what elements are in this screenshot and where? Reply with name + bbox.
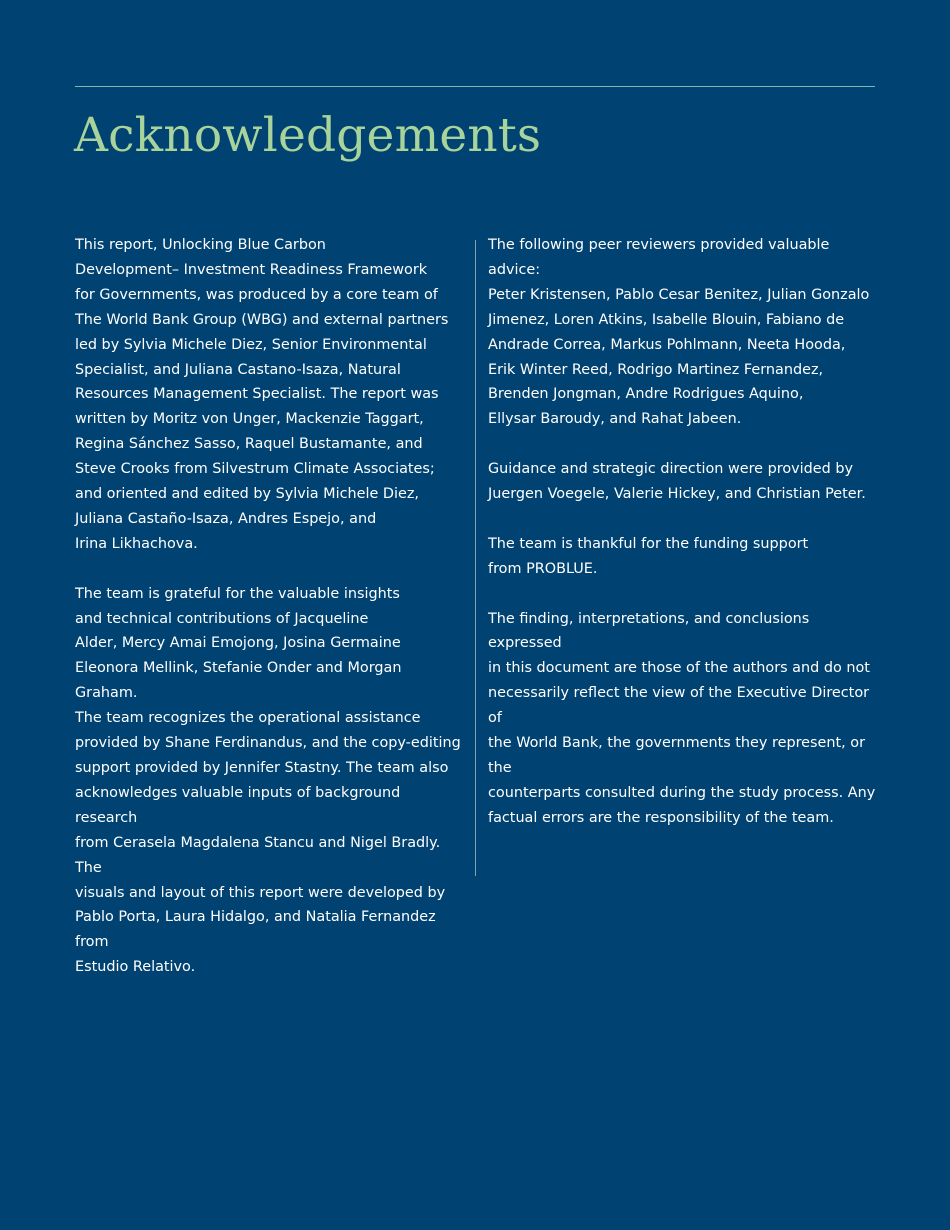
guidance-paragraph: Guidance and strategic direction were provided by Juergen Voegele, Valerie Hickey, and Christian Peter.: [488, 461, 866, 503]
left-column: [75, 233, 465, 1005]
right-column: [488, 233, 883, 856]
contributors-paragraph: The team is grateful for the valuable insights and technical contributions of Jacqueline Alder, Mercy Amai Emojong, Josina Germaine Eleonora Mellink, Stefanie Onder and Morgan Graham. The team recognizes the operational assistance provided by Shane Ferdinandus, and the copy-editing support provided by Jennifer Stastny. The team also acknowledges valuable inputs of background research from Cerasela Magdalena Stancu and Nigel Bradly. The visuals and layout of this report were developed by Pablo Porta, Laura Hidalgo, and Natalia Fernandez from Estudio Relativo.: [75, 585, 461, 976]
peer-reviewers-paragraph: The following peer reviewers provided valuable advice: Peter Kristensen, Pablo Cesar Benitez, Julian Gonzalo Jimenez, Loren Atkins, Isabelle Blouin, Fabiano de Andrade Correa, Markus Pohlmann, Neeta Hooda, Erik Winter Reed, Rodrigo Martinez Fernandez, Brenden Jongman, Andre Rodrigues Aquino, Ellysar Baroudy, and Rahat Jabeen.: [488, 237, 870, 428]
core-team-paragraph: This report, Unlocking Blue Carbon Development– Investment Readiness Framework for Governments, was produced by a core team of The World Bank Group (WBG) and external partners led by Sylvia Michele Diez, Senior Environmental Specialist, and Juliana Castano-Isaza, Natural Resources Management Specialist. The report was written by Moritz von Unger, Mackenzie Taggart, Regina Sánchez Sasso, Raquel Bustamante, and Steve Crooks from Silvestrum Climate Associates; and oriented and edited by Sylvia Michele Diez, Juliana Castaño-Isaza, Andres Espejo, and Irina Likhachova.: [75, 237, 449, 552]
top-rule: [75, 86, 875, 87]
page-title: Acknowledgements: [74, 108, 542, 163]
funding-paragraph: The team is thankful for the funding support from PROBLUE.: [488, 535, 809, 577]
column-divider: [475, 240, 476, 876]
disclaimer-paragraph: The finding, interpretations, and conclusions expressed in this document are those of the authors and do not necessarily reflect the view of the Executive Director of the World Bank, the governments they represent, or the counterparts consulted during the study process. Any factual errors are the responsibility of the team.: [488, 610, 876, 826]
